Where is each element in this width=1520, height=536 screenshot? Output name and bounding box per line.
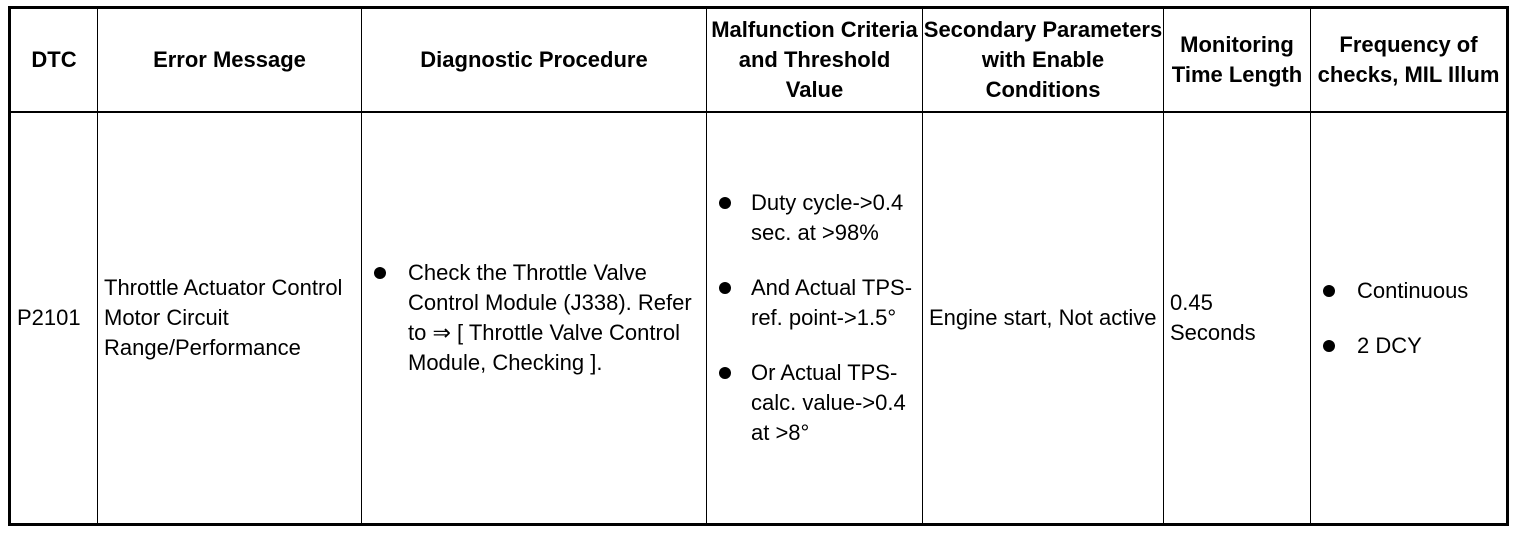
table-row	[10, 112, 1508, 525]
header-row	[10, 8, 1508, 113]
frequency-item: Continuous	[1317, 276, 1500, 306]
procedure-list	[368, 258, 700, 378]
cell-monitoring-time: 0.45 Seconds	[1164, 112, 1311, 525]
criteria-item: And Actual TPS-ref. point->1.5°	[713, 273, 916, 333]
header-malfunction-criteria: Malfunction Criteria and Threshold Value	[707, 8, 923, 113]
header-secondary-parameters: Secondary Parameters with Enable Conditions	[923, 8, 1164, 113]
criteria-list	[713, 188, 916, 448]
frequency-list	[1317, 276, 1500, 361]
procedure-item: Check the Throttle Valve Control Module (J338). Refer to ⇒ [ Throttle Valve Control Module, Checking ].	[368, 258, 700, 378]
cell-dtc: P2101	[10, 112, 98, 525]
header-error-message: Error Message	[98, 8, 362, 113]
cell-malfunction-criteria	[707, 112, 923, 525]
header-monitoring-time: Monitoring Time Length	[1164, 8, 1311, 113]
criteria-item: Duty cycle->0.4 sec. at >98%	[713, 188, 916, 248]
cell-frequency	[1311, 112, 1508, 525]
criteria-item: Or Actual TPS-calc. value->0.4 at >8°	[713, 358, 916, 448]
frequency-item: 2 DCY	[1317, 331, 1500, 361]
header-frequency: Frequency of checks, MIL Illum	[1311, 8, 1508, 113]
cell-error-message: Throttle Actuator Control Motor Circuit Range/Performance	[98, 112, 362, 525]
cell-secondary-parameters: Engine start, Not active	[923, 112, 1164, 525]
cell-diagnostic-procedure	[362, 112, 707, 525]
header-diagnostic-procedure: Diagnostic Procedure	[362, 8, 707, 113]
dtc-table	[8, 6, 1509, 526]
header-dtc: DTC	[10, 8, 98, 113]
